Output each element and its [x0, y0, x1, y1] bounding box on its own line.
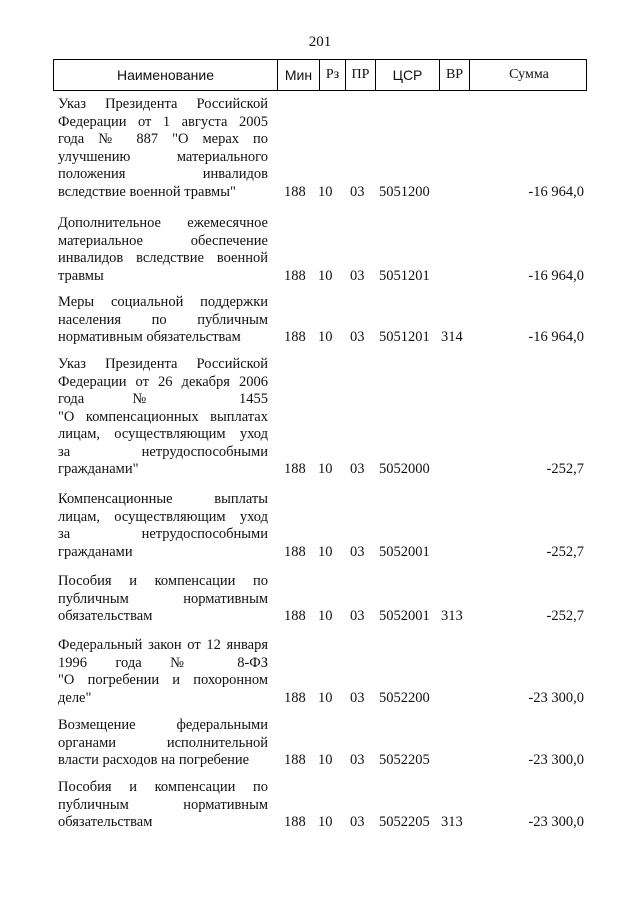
row-min: 188	[284, 689, 306, 706]
row-pr: 03	[350, 329, 365, 345]
row-name-line: обязательствам	[58, 608, 153, 624]
row-name-line: обязательствам	[58, 814, 153, 830]
table-row	[0, 779, 640, 832]
row-name-line: "О погребении и похоронном	[58, 672, 268, 688]
table-row	[0, 573, 640, 626]
row-name-line: деле"	[58, 689, 92, 706]
row-csr: 5052001	[379, 543, 430, 560]
table-row	[0, 96, 640, 201]
row-name	[58, 356, 268, 479]
row-name-line: лицам, осуществляющим уход	[58, 426, 268, 442]
row-name	[58, 294, 268, 347]
row-name	[58, 717, 268, 770]
row-name-line: вследствие военной травмы"	[58, 183, 236, 200]
row-min: 188	[284, 814, 306, 830]
row-pr: 03	[350, 689, 365, 706]
row-name-line: органами исполнительной	[58, 734, 268, 751]
row-vr: 314	[441, 329, 463, 345]
row-name-line: Федерации от 1 августа 2005	[58, 113, 268, 130]
table-row	[0, 491, 640, 561]
row-name-line: Пособия и компенсации по	[58, 779, 268, 795]
table-row	[0, 356, 640, 479]
row-name-line: гражданами	[58, 543, 133, 560]
row-csr: 5051201	[379, 267, 430, 284]
page-number: 201	[308, 34, 332, 50]
row-csr: 5052205	[379, 814, 430, 830]
row-name-line: материальное обеспечение	[58, 232, 268, 249]
row-name	[58, 637, 268, 707]
row-sum: -23 300,0	[528, 689, 584, 706]
row-name-line: положения инвалидов	[58, 166, 268, 182]
row-name-line: года № 887 "О мерах по	[58, 131, 268, 147]
row-name-line: лицам, осуществляющим уход	[58, 508, 268, 525]
row-csr: 5052000	[379, 461, 430, 477]
row-name-line: инвалидов вследствие военной	[58, 250, 268, 266]
row-name-line: 1996 года № 8-ФЗ	[58, 654, 268, 671]
row-pr: 03	[350, 267, 365, 284]
row-name-line: года № 1455	[58, 391, 268, 407]
row-sum: -16 964,0	[528, 267, 584, 284]
row-name	[58, 215, 268, 285]
row-rz: 10	[318, 461, 333, 477]
row-name	[58, 96, 268, 201]
row-min: 188	[284, 608, 306, 624]
header-name: Наименование	[54, 60, 278, 90]
row-sum: -252,7	[546, 461, 584, 477]
row-name-line: Указ Президента Российской	[58, 96, 268, 112]
row-vr: 313	[441, 814, 463, 830]
row-sum: -16 964,0	[528, 183, 584, 200]
row-name-line: Дополнительное ежемесячное	[58, 215, 268, 231]
header-rz: Рз	[320, 60, 346, 90]
header-csr: ЦСР	[376, 60, 440, 90]
row-name-line: Указ Президента Российской	[58, 356, 268, 372]
row-csr: 5052001	[379, 608, 430, 624]
row-pr: 03	[350, 461, 365, 477]
row-name-line: власти расходов на погребение	[58, 752, 250, 768]
row-csr: 5051201	[379, 329, 430, 345]
row-sum: -252,7	[546, 608, 584, 624]
row-pr: 03	[350, 543, 365, 560]
row-pr: 03	[350, 752, 365, 768]
row-name	[58, 779, 268, 832]
row-name-line: "О компенсационных выплатах	[58, 408, 268, 425]
table-row	[0, 637, 640, 707]
row-sum: -23 300,0	[528, 814, 584, 830]
row-rz: 10	[318, 329, 333, 345]
row-pr: 03	[350, 814, 365, 830]
row-name-line: гражданами"	[58, 461, 139, 477]
row-pr: 03	[350, 183, 365, 200]
row-rz: 10	[318, 183, 333, 200]
row-rz: 10	[318, 543, 333, 560]
row-min: 188	[284, 267, 306, 284]
row-name	[58, 491, 268, 561]
header-vr: ВР	[440, 60, 470, 90]
row-sum: -252,7	[546, 543, 584, 560]
row-min: 188	[284, 183, 306, 200]
header-min: Мин	[278, 60, 320, 90]
row-name-line: Пособия и компенсации по	[58, 573, 268, 589]
row-name-line: травмы	[58, 267, 104, 284]
row-vr: 313	[441, 608, 463, 624]
header-pr: ПР	[346, 60, 376, 90]
row-min: 188	[284, 461, 306, 477]
row-name-line: публичным нормативным	[58, 796, 268, 813]
row-name	[58, 573, 268, 626]
row-min: 188	[284, 543, 306, 560]
row-name-line: за нетрудоспособными	[58, 443, 268, 460]
table-row	[0, 215, 640, 285]
table-header	[53, 59, 587, 91]
row-name-line: Федеральный закон от 12 января	[58, 637, 268, 653]
row-name-line: Возмещение федеральными	[58, 717, 268, 733]
row-sum: -23 300,0	[528, 752, 584, 768]
table-row	[0, 717, 640, 770]
row-sum: -16 964,0	[528, 329, 584, 345]
row-rz: 10	[318, 267, 333, 284]
row-name-line: публичным нормативным	[58, 590, 268, 607]
row-name-line: нормативным обязательствам	[58, 329, 241, 345]
row-csr: 5051200	[379, 183, 430, 200]
row-name-line: Федерации от 26 декабря 2006	[58, 373, 268, 390]
row-min: 188	[284, 752, 306, 768]
row-rz: 10	[318, 689, 333, 706]
row-min: 188	[284, 329, 306, 345]
row-name-line: улучшению материального	[58, 148, 268, 165]
row-pr: 03	[350, 608, 365, 624]
row-csr: 5052200	[379, 689, 430, 706]
row-name-line: Меры социальной поддержки	[58, 294, 268, 310]
header-sum: Сумма	[509, 67, 549, 82]
row-rz: 10	[318, 608, 333, 624]
row-csr: 5052205	[379, 752, 430, 768]
row-rz: 10	[318, 814, 333, 830]
table-row	[0, 294, 640, 347]
row-name-line: Компенсационные выплаты	[58, 491, 268, 507]
row-name-line: за нетрудоспособными	[58, 526, 268, 542]
row-name-line: населения по публичным	[58, 311, 268, 328]
row-rz: 10	[318, 752, 333, 768]
